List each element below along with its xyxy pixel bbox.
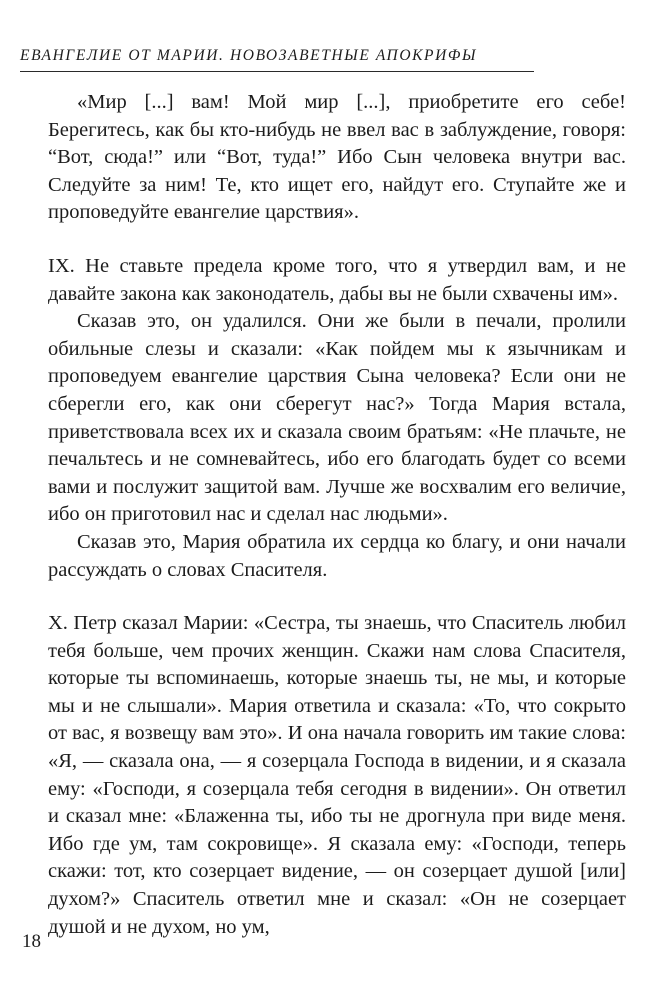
page-number: 18 — [22, 931, 41, 952]
running-head-title: ЕВАНГЕЛИЕ ОТ МАРИИ. НОВОЗАВЕТНЫЕ АПОКРИФЫ — [20, 47, 478, 64]
paragraph-section-ix: IX. Не ставьте предела кроме того, что я утвердил вам, и не давайте закона как законодатель, дабы вы не были схвачены им». — [48, 254, 626, 305]
paragraph-hearts-turned: Сказав это, Мария обратила их сердца ко благу, и они начали рассуждать о словах Спасителя. — [48, 530, 626, 581]
section-gap — [48, 584, 626, 610]
section-gap — [48, 227, 626, 253]
paragraph-mary-greeting: «Мир [...] вам! Мой мир [...], приобретите его себе! Берегитесь, как бы кто-нибудь не ввел вас в заблуждение, говоря: “Вот, сюда!” или “Вот, туда!” Ибо Сын человека внутри вас. Следуйте за ним! Те, кто ищет его, найдут его. Ступайте же и проповедуйте евангелие царствия». — [48, 91, 626, 224]
header-rule — [20, 71, 534, 72]
body-text — [48, 89, 626, 941]
paragraph-section-x: X. Петр сказал Марии: «Сестра, ты знаешь, что Спаситель любил тебя больше, чем прочих женщин. Скажи нам слова Спасителя, которые ты вспоминаешь, которые знаешь ты, не мы, и которые мы и не слышали». Мария ответила и сказала: «То, что сокрыто от вас, я возвещу вам это». И она начала говорить им такие слова: «Я, — сказала она, — я созерцала Господа в видении, и я сказала ему: «Господи, я созерцала тебя сегодня в видении». Он ответил и сказал мне: «Блаженна ты, ибо ты не дрогнула при виде меня. Ибо где ум, там сокровище». Я сказала ему: «Господи, теперь скажи: тот, кто созерцает видение, — он созерцает душой [или] духом?» Спаситель ответил мне и сказал: «Он не созерцает душой и не духом, но ум, — [48, 612, 626, 938]
paragraph-disciples-grief: Сказав это, он удалился. Они же были в печали, пролили обильные слезы и сказали: «Как пойдем мы к язычникам и проповедуем евангелие царствия Сына человека? Если они не сберегли его, как они сберегут нас?» Тогда Мария встала, приветствовала всех их и сказала своим братьям: «Не плачьте, не печальтесь и не сомневайтесь, ибо его благодать будет со всеми вами и послужит защитой вам. Лучше же восхвалим его величие, ибо он приготовил нас и сделал нас людьми». — [48, 310, 626, 526]
